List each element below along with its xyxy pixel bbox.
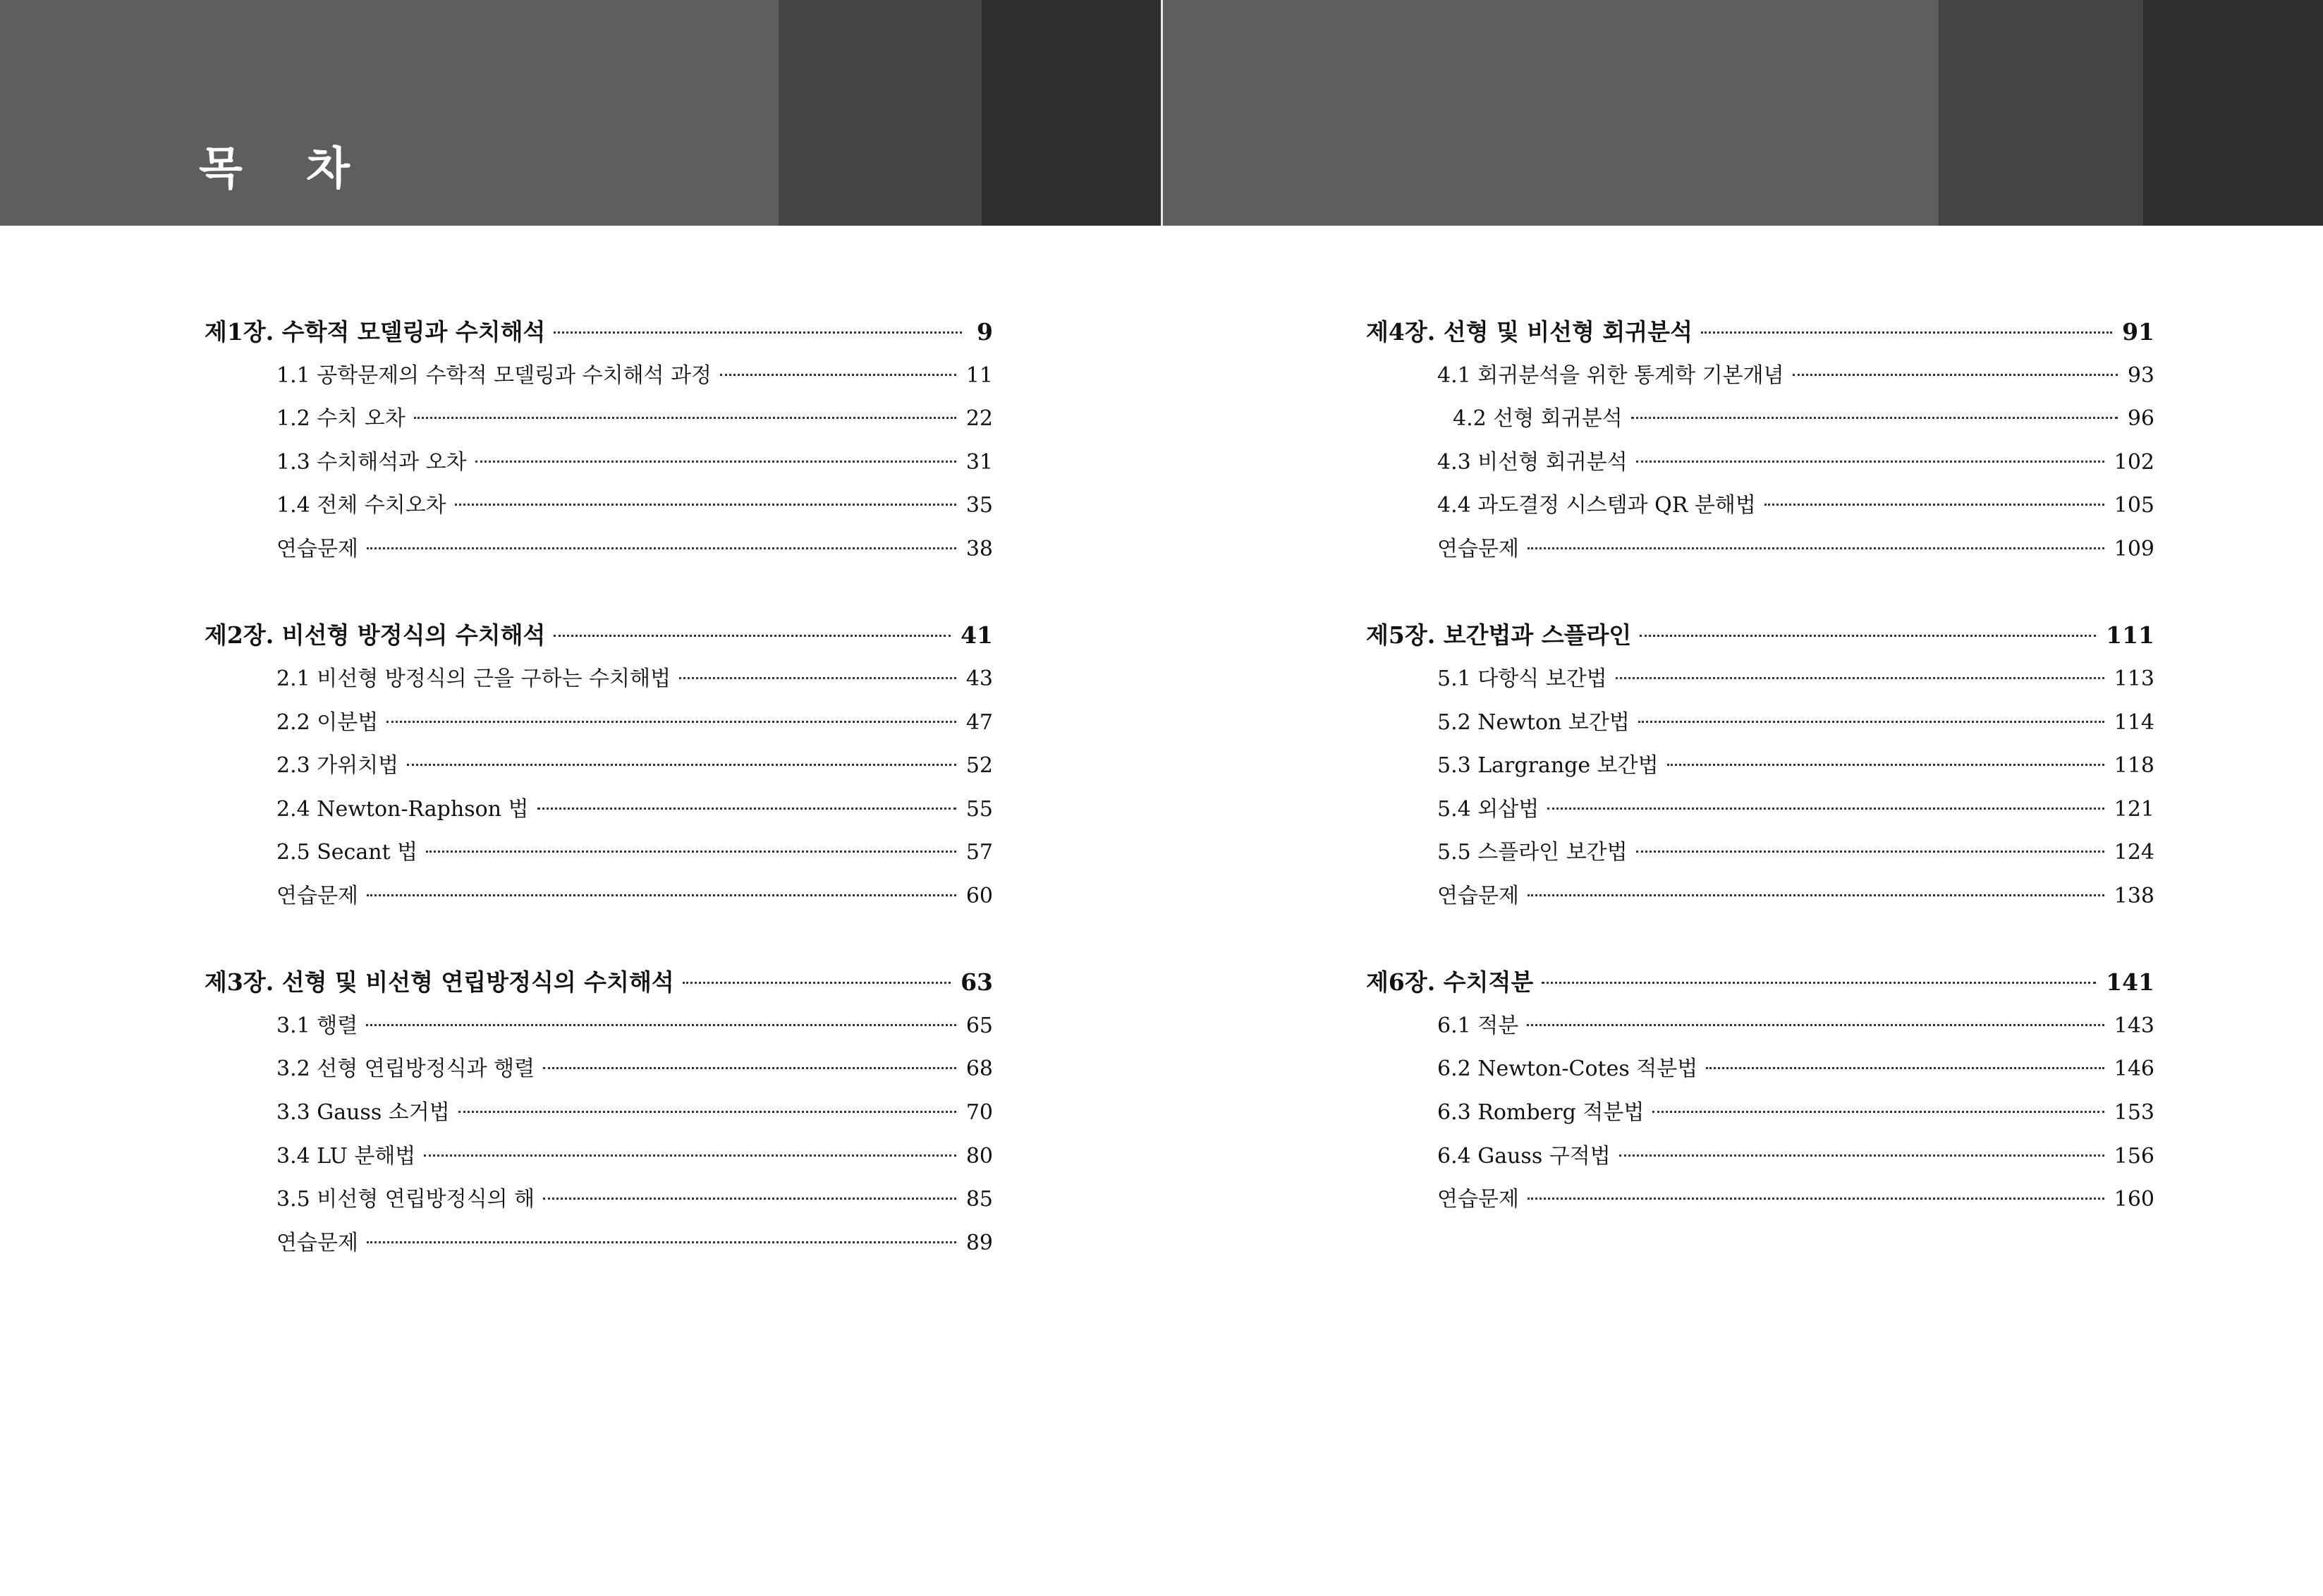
toc-entry-title: 연습문제 [276,884,358,908]
toc-entry-title: 4.1 회귀분석을 위한 통계학 기본개념 [1437,363,1784,388]
dot-leader [1701,331,2112,334]
toc-section-entry[interactable] [276,446,993,479]
toc-entry-title: 제5장. 보간법과 스플라인 [1366,621,1632,649]
toc-entry-title: 제2장. 비선형 방정식의 수치해석 [205,621,546,649]
toc-entry-title: 1.3 수치해석과 오차 [276,450,467,475]
toc-section-entry[interactable] [276,489,993,522]
toc-chapter-entry[interactable] [205,619,993,652]
toc-page-number: 63 [961,968,993,996]
toc-page-number: 43 [965,666,993,691]
toc-entry-title: 6.1 적분 [1437,1013,1519,1038]
dot-leader [1616,677,2104,679]
toc-entry-title: 5.4 외삽법 [1437,797,1539,822]
toc-page-number: 85 [965,1187,993,1212]
toc-section-entry[interactable] [276,750,993,782]
toc-section-entry[interactable] [276,1183,993,1216]
dot-leader [1542,982,2096,984]
dot-leader [1528,1198,2104,1200]
toc-entry-title: 제1장. 수학적 모델링과 수치해석 [205,318,546,346]
toc-section-entry[interactable] [1437,707,2154,739]
toc-entry-title: 6.3 Romberg 적분법 [1437,1100,1645,1125]
toc-entry-title: 1.1 공학문제의 수학적 모델링과 수치해석 과정 [276,363,712,388]
dot-leader [1640,635,2096,637]
dot-leader [720,374,956,376]
toc-section-entry[interactable] [1437,446,2154,479]
header-block-dark [982,0,1161,226]
header-block-light [0,0,779,226]
toc-entry-title: 6.2 Newton-Cotes 적분법 [1437,1056,1698,1081]
toc-page-number: 22 [965,406,993,431]
toc-section-entry[interactable] [276,403,993,435]
toc-page-number: 111 [2106,621,2154,649]
toc-page-number: 38 [965,537,993,561]
toc-page-number: 65 [965,1013,993,1038]
toc-page-number: 143 [2114,1013,2154,1038]
header-block-dark [2143,0,2323,226]
toc-section-entry[interactable] [1437,533,2154,566]
toc-chapter-entry[interactable] [1366,619,2154,652]
toc-page-number: 41 [961,621,993,649]
toc-page-number: 146 [2114,1056,2154,1081]
dot-leader [1631,417,2118,419]
dot-leader [1619,1155,2104,1157]
toc-page-number: 114 [2114,710,2154,735]
toc-entry-title: 4.3 비선형 회귀분석 [1437,450,1628,475]
toc-entry-title: 4.4 과도결정 시스템과 QR 분해법 [1437,493,1756,518]
toc-section-entry[interactable] [276,880,993,913]
dot-leader [366,1024,956,1026]
toc-page-number: 89 [965,1231,993,1255]
dot-leader [367,547,956,549]
toc-entry-title: 1.4 전체 수치오차 [276,493,446,518]
toc-section-entry[interactable] [1437,836,2154,869]
toc-entry-title: 5.5 스플라인 보간법 [1437,840,1628,865]
toc-entry-title: 6.4 Gauss 구적법 [1437,1144,1611,1169]
toc-entry-title: 5.2 Newton 보간법 [1437,710,1630,735]
toc-page-number: 124 [2114,840,2154,865]
toc-entry-title: 2.1 비선형 방정식의 근을 구하는 수치해법 [276,666,671,691]
toc-page-number: 153 [2114,1100,2154,1125]
toc-entry-title: 연습문제 [1437,1187,1519,1212]
toc-chapter-entry[interactable] [1366,966,2154,999]
toc-section-entry[interactable] [1453,403,2154,435]
toc-page-number: 47 [965,710,993,735]
toc-page-number: 141 [2106,968,2154,996]
toc-chapter-entry[interactable] [205,966,993,999]
dot-leader [424,1155,956,1157]
toc-page-number: 93 [2127,363,2154,388]
dot-leader [407,764,956,766]
header-banner-right [1163,0,2323,226]
toc-page-number: 109 [2114,537,2154,561]
dot-leader [1667,764,2104,766]
toc-entry-title: 3.1 행렬 [276,1013,358,1038]
toc-page-number: 121 [2114,797,2154,822]
toc-section-entry[interactable] [1437,793,2154,826]
toc-entry-title: 연습문제 [1437,537,1519,561]
dot-leader [1636,851,2104,853]
toc-section-entry[interactable] [1437,880,2154,913]
toc-section-entry[interactable] [276,1227,993,1260]
dot-leader [1764,504,2104,506]
toc-entry-title: 2.3 가위치법 [276,753,399,778]
header-banner-left [0,0,1161,226]
toc-page-number: 68 [965,1056,993,1081]
toc-section-entry[interactable] [1437,1053,2154,1085]
toc-entry-title: 2.2 이분법 [276,710,379,735]
dot-leader [367,1241,956,1243]
toc-entry-title: 3.2 선형 연립방정식과 행렬 [276,1056,535,1081]
dot-leader [1636,461,2104,463]
dot-leader [1638,721,2104,723]
toc-page-number: 80 [965,1144,993,1169]
dot-leader [1652,1111,2104,1113]
toc-entry-title: 1.2 수치 오차 [276,406,406,431]
toc-page-number: 60 [965,884,993,908]
dot-leader [1547,808,2104,810]
toc-entry-title: 3.5 비선형 연립방정식의 해 [276,1187,535,1212]
toc-page-number: 160 [2114,1187,2154,1212]
toc-chapter-entry[interactable] [1366,316,2154,348]
toc-section-entry[interactable] [276,1010,993,1042]
toc-entry-title: 연습문제 [1437,884,1519,908]
header-block-mid [1939,0,2143,226]
toc-entry-title: 제6장. 수치적분 [1366,968,1534,996]
toc-page-number: 35 [965,493,993,518]
toc-page-number: 96 [2127,406,2154,431]
dot-leader [455,504,956,506]
dot-leader [1527,1024,2104,1026]
dot-leader [386,721,956,723]
toc-page-number: 9 [977,318,993,346]
toc-section-entry[interactable] [276,793,993,826]
dot-leader [1528,894,2104,896]
dot-leader [554,331,962,334]
toc-entry-title: 제4장. 선형 및 비선형 회귀분석 [1366,318,1693,346]
dot-leader [554,635,951,637]
toc-section-entry[interactable] [276,1097,993,1129]
dot-leader [1706,1067,2104,1069]
toc-section-entry[interactable] [276,360,993,392]
toc-page-number: 118 [2114,753,2154,778]
toc-section-entry[interactable] [1437,750,2154,782]
toc-section-entry[interactable] [276,1140,993,1173]
dot-leader [537,808,956,810]
toc-page-number: 138 [2114,884,2154,908]
toc-page-number: 70 [965,1100,993,1125]
toc-entry-title: 2.4 Newton-Raphson 법 [276,797,529,822]
toc-section-entry[interactable] [276,533,993,566]
dot-leader [1793,374,2118,376]
dot-leader [475,461,956,463]
toc-section-entry[interactable] [1437,489,2154,522]
toc-entry-title: 2.5 Secant 법 [276,840,418,865]
toc-entry-title: 연습문제 [276,537,358,561]
toc-page-number: 52 [965,753,993,778]
toc-page-number: 156 [2114,1144,2154,1169]
toc-page-number: 91 [2122,318,2154,346]
dot-leader [458,1111,956,1113]
toc-page-number: 57 [965,840,993,865]
toc-entry-title: 3.4 LU 분해법 [276,1144,416,1169]
toc-entry-title: 3.3 Gauss 소거법 [276,1100,450,1125]
toc-section-entry[interactable] [276,836,993,869]
page-title: 목 차 [199,143,374,195]
toc-section-entry[interactable] [276,707,993,739]
toc-entry-title: 연습문제 [276,1231,358,1255]
dot-leader [543,1198,956,1200]
dot-leader [414,417,956,419]
toc-page-number: 55 [965,797,993,822]
dot-leader [683,982,951,984]
toc-section-entry[interactable] [276,1053,993,1085]
toc-page-number: 31 [965,450,993,475]
header-block-light [1163,0,1939,226]
toc-chapter-entry[interactable] [205,316,993,348]
toc-page-number: 102 [2114,450,2154,475]
dot-leader [426,851,956,853]
header-block-mid [779,0,982,226]
toc-entry-title: 제3장. 선형 및 비선형 연립방정식의 수치해석 [205,968,674,996]
toc-entry-title: 4.2 선형 회귀분석 [1453,406,1623,431]
toc-entry-title: 5.1 다항식 보간법 [1437,666,1607,691]
toc-section-entry[interactable] [1437,1097,2154,1129]
toc-page-number: 11 [965,363,993,388]
toc-section-entry[interactable] [1437,1010,2154,1042]
toc-page-number: 113 [2114,666,2154,691]
dot-leader [367,894,956,896]
toc-section-entry[interactable] [276,663,993,695]
toc-entry-title: 5.3 Largrange 보간법 [1437,753,1659,778]
dot-leader [1528,547,2104,549]
dot-leader [679,677,956,679]
dot-leader [543,1067,956,1069]
toc-page-number: 105 [2114,493,2154,518]
toc-section-entry[interactable] [1437,1183,2154,1216]
toc-section-entry[interactable] [1437,663,2154,695]
toc-section-entry[interactable] [1437,1140,2154,1173]
toc-section-entry[interactable] [1437,360,2154,392]
